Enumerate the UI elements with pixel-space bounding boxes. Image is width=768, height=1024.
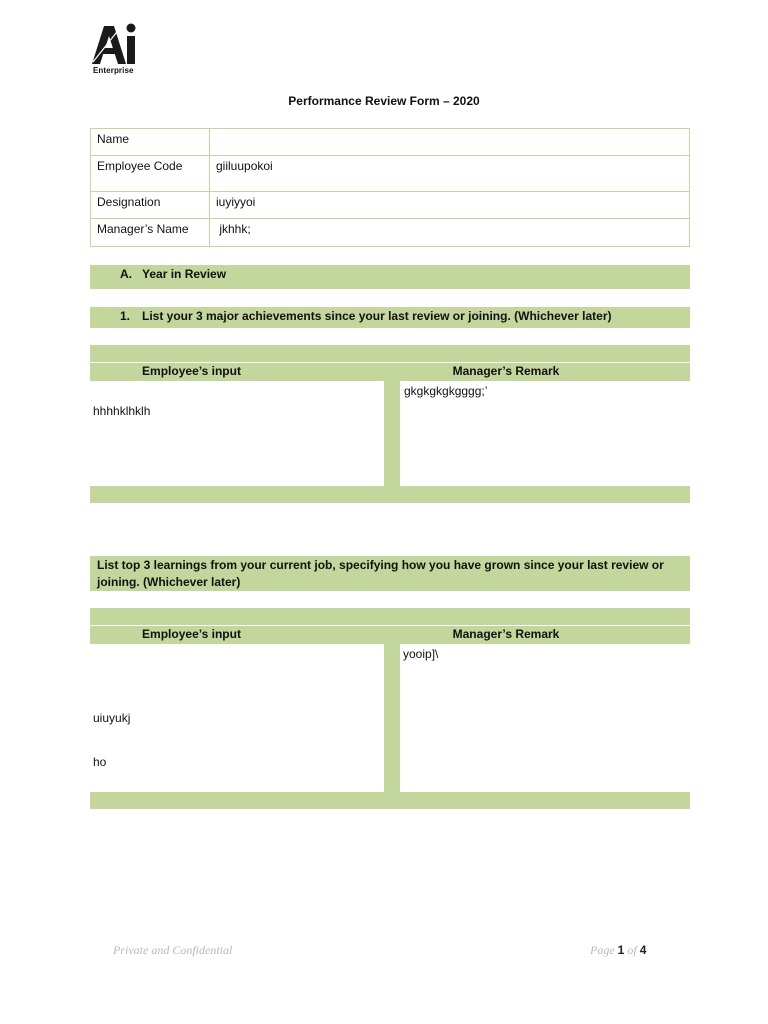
question-1-number: 1. [120,309,131,323]
name-value[interactable] [210,129,690,156]
q2-employee-header: Employee’s input [142,627,241,641]
of-word: of [627,943,637,957]
q1-employee-input[interactable]: hhhhklhklh [93,404,151,418]
q1-bottom-band [90,486,690,503]
q2-manager-header: Manager’s Remark [452,627,560,641]
footer-confidential: Private and Confidential [113,943,233,957]
manager-name-label: Manager’s Name [91,219,210,247]
q1-top-band [90,345,690,362]
logo-text: Enterprise [93,66,134,75]
section-a-title: Year in Review [142,267,227,281]
page-number [590,943,646,958]
table-row [91,219,690,247]
q2-top-band [90,608,690,625]
question-1-heading [90,307,690,328]
q1-manager-header: Manager’s Remark [452,364,560,378]
question-1-text: List your 3 major achievements since your last review or joining. (Whichever later) [142,309,612,323]
q1-employee-header: Employee’s input [142,364,241,378]
q2-manager-remark[interactable]: yooip]\ [403,647,439,661]
section-a-number: A. [120,267,132,281]
section-a-heading [90,265,690,289]
document-title: Performance Review Form – 2020 [288,94,480,108]
current-page: 1 [617,943,625,957]
company-logo [90,22,140,78]
q2-column-divider [384,644,400,792]
designation-label: Designation [91,192,210,219]
question-2-heading: List top 3 learnings from your current job, specifying how you have grown since your last review or joining. (Whichever later) [90,556,690,591]
name-label: Name [91,129,210,156]
table-row [91,192,690,219]
q2-employee-input-line-1[interactable]: uiuyukj [93,711,131,725]
table-row [91,156,690,192]
table-row [91,129,690,156]
q1-column-divider [384,381,400,486]
employee-code-label: Employee Code [91,156,210,192]
q2-bottom-band [90,792,690,809]
q1-manager-remark[interactable]: gkgkgkgkgggg;’ [404,384,488,398]
q2-employee-input-line-2[interactable]: ho [93,755,107,769]
page-word: Page [590,943,615,957]
employee-info-table [90,128,690,247]
designation-value[interactable]: iuyiyyoi [210,192,690,219]
total-pages: 4 [639,943,647,957]
manager-name-value[interactable]: jkhhk; [210,219,690,247]
ai-logo-icon [90,22,140,66]
employee-code-value[interactable]: giiluupokoi [210,156,690,192]
